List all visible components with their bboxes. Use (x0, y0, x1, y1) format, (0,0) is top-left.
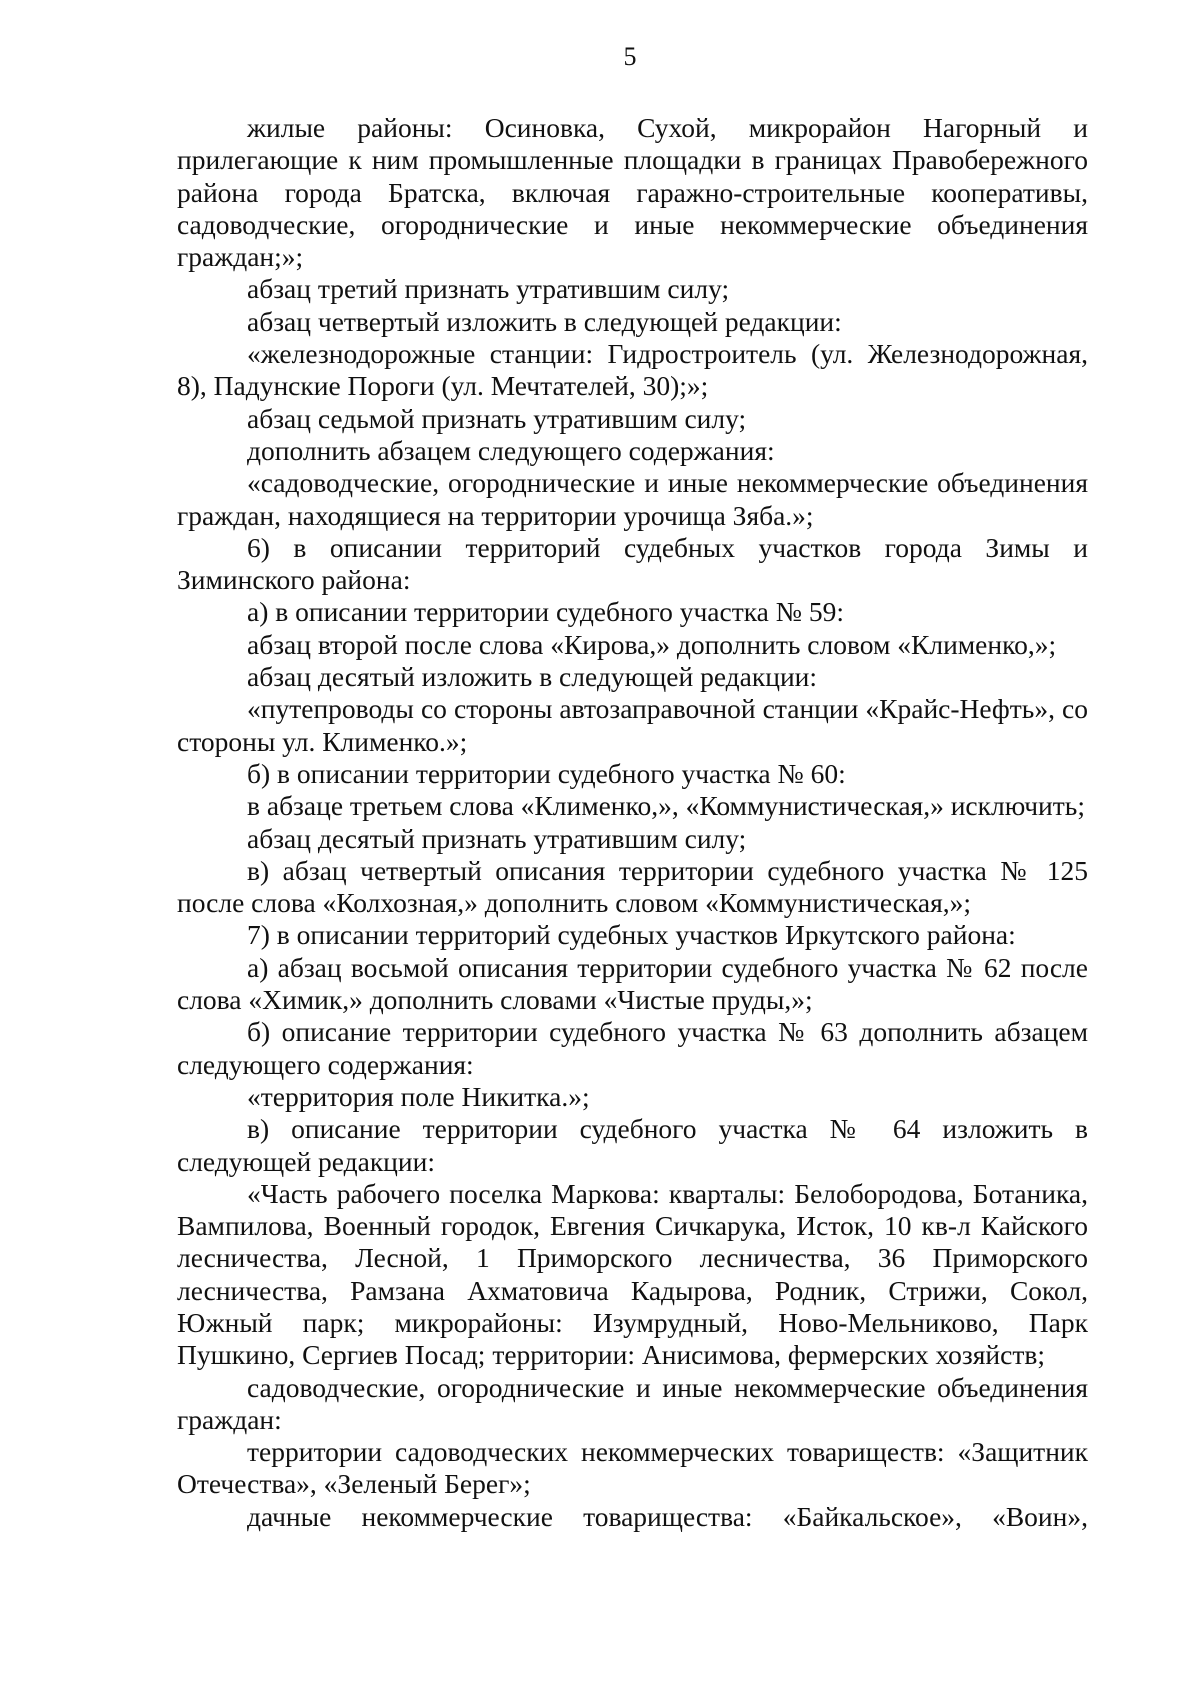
paragraph-add-paragraph: дополнить абзацем следующего содержания: (247, 434, 775, 466)
paragraph-dnt-partnerships: дачные некоммерческие товарищества: «Байкальское», «Воин», (247, 1500, 1088, 1532)
paragraph-item-7b: б) описание территории судебного участка № 63 дополнить абзацем следующего содержания: (177, 1016, 1088, 1080)
paragraph-second-kirova: абзац второй после слова «Кирова,» дополнить словом «Клименко,»; (247, 628, 1057, 660)
paragraph-item-7: 7) в описании территорий судебных участков Иркутского района: (247, 919, 1016, 951)
paragraph-item-6a: а) в описании территории судебного участка № 59: (247, 596, 844, 628)
paragraph-item-6: 6) в описании территорий судебных участков города Зимы и Зиминского района: (177, 531, 1088, 596)
paragraph-fourth-new-edition: абзац четвертый изложить в следующей редакции: (247, 305, 842, 337)
paragraph-item-6b: б) в описании территории судебного участка № 60: (247, 757, 846, 789)
paragraph-zyaba-associations: «садоводческие, огороднические и иные некоммерческие объединения граждан, находящиеся на территории урочища Зяба.»; (177, 467, 1088, 531)
paragraph-third-invalid: абзац третий признать утратившим силу; (247, 273, 730, 305)
paragraph-gardening-associations: садоводческие, огороднические и иные некоммерческие объединения граждан: (177, 1371, 1088, 1435)
document-body (177, 112, 1088, 1533)
paragraph-nikitka: «территория поле Никитка.»; (247, 1080, 590, 1112)
paragraph-third-exclude: в абзаце третьем слова «Клименко,», «Коммунистическая,» исключить; (247, 790, 1085, 822)
paragraph-item-7v: в) описание территории судебного участка № 64 изложить в следующей редакции: (177, 1113, 1088, 1177)
paragraph-tenth-invalid: абзац десятый признать утратившим силу; (247, 822, 747, 854)
page-number: 5 (623, 42, 637, 71)
paragraph-seventh-invalid: абзац седьмой признать утратившим силу; (247, 402, 747, 434)
paragraph-markova-settlement: «Часть рабочего поселка Маркова: кварталы: Белобородова, Ботаника, Вампилова, Военный городок, Евгения Сичкарука, Исток, 10 кв-л Кайского лесничества, Лесной, 1 Приморского лесничества, 36 Приморского лесничества, Рамзана Ахматовича Кадырова, Родник, Стрижи, Сокол, Южный парк; микрорайоны: Изумрудный, Ново-Мельниково, Парк Пушкино, Сергиев Посад; территории: Анисимова, фермерских хозяйств; (177, 1177, 1088, 1371)
paragraph-item-7a: а) абзац восьмой описания территории судебного участка № 62 после слова «Химик,» дополнить словами «Чистые пруды,»; (177, 951, 1088, 1016)
paragraph-item-6v: в) абзац четвертый описания территории судебного участка № 125 после слова «Колхозная,» дополнить словом «Коммунистическая,»; (177, 854, 1088, 919)
paragraph-railway-stations: «железнодорожные станции: Гидростроитель (ул. Железнодорожная, 8), Падунские Пороги (ул. Мечтателей, 30);»; (177, 338, 1088, 402)
paragraph-tenth-new-edition: абзац десятый изложить в следующей редакции: (247, 661, 818, 693)
paragraph-residential-areas: жилые районы: Осиновка, Сухой, микрорайон Нагорный и прилегающие к ним промышленные площадки в границах Правобережного района города Братска, включая гаражно-строительные кооперативы, садоводческие, огороднические и иные некоммерческие объединения граждан;»; (177, 112, 1088, 273)
paragraph-overpasses: «путепроводы со стороны автозаправочной станции «Крайс-Нефть», со стороны ул. Клименко.»; (177, 693, 1088, 757)
paragraph-snt-territories: территории садоводческих некоммерческих товариществ: «Защитник Отечества», «Зеленый Берег»; (177, 1436, 1088, 1500)
